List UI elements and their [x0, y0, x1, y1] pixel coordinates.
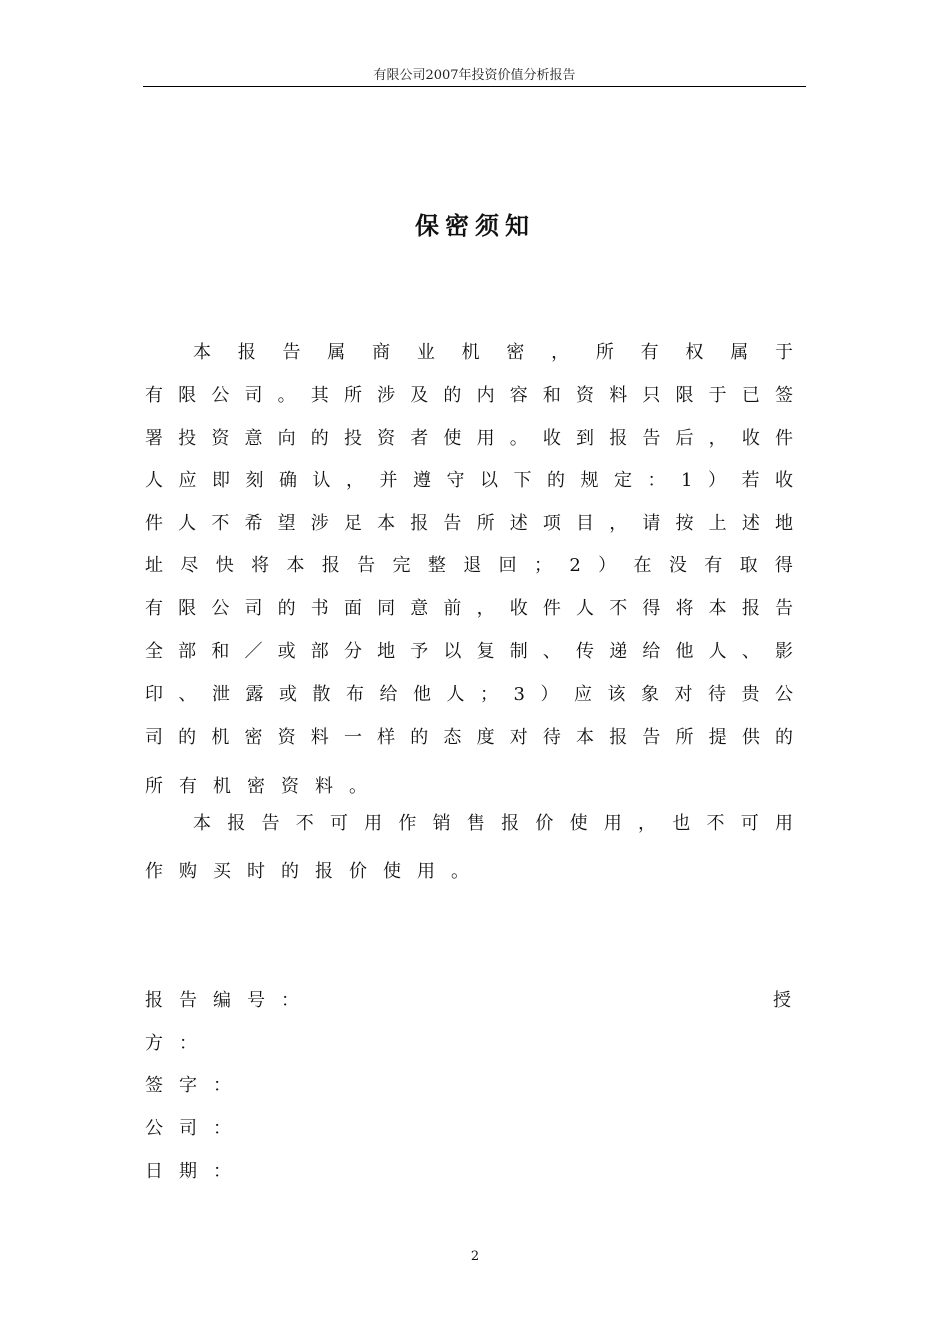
paragraph-line: 人 应 即 刻 确 认 ， 并 遵 守 以 下 的 规 定 ： 1 ） 若 收: [145, 470, 793, 491]
authorizer-label-start: 授: [773, 990, 791, 1011]
page-header: 有限公司2007年投资价值分析报告: [373, 68, 576, 83]
paragraph-line: 有 限 公 司 。 其 所 涉 及 的 内 容 和 资 料 只 限 于 已 签: [145, 385, 793, 406]
report-number-label: 报告编号：: [145, 990, 315, 1011]
paragraph-line: 有 限 公 司 的 书 面 同 意 前 ， 收 件 人 不 得 将 本 报 告: [145, 598, 793, 619]
company-label: 公司：: [145, 1118, 247, 1139]
signature-label: 签字：: [145, 1075, 247, 1096]
paragraph-line: 司 的 机 密 资 料 一 样 的 态 度 对 待 本 报 告 所 提 供 的: [145, 727, 793, 748]
header-rule: [143, 86, 806, 87]
authorizer-label-end: 方：: [145, 1033, 213, 1054]
date-label: 日期：: [145, 1161, 247, 1182]
paragraph-line: 址 尽 快 将 本 报 告 完 整 退 回 ； 2 ） 在 没 有 取 得: [145, 555, 793, 576]
paragraph-line: 署 投 资 意 向 的 投 资 者 使 用 。 收 到 报 告 后 ， 收 件: [145, 428, 793, 449]
paragraph-line: 本 报 告 不 可 用 作 销 售 报 价 使 用 ， 也 不 可 用: [193, 813, 793, 834]
paragraph-line: 本 报 告 属 商 业 机 密 ， 所 有 权 属 于: [193, 342, 793, 363]
page-title: 保密须知: [415, 211, 535, 240]
paragraph-line: 作购买时的报价使用。: [145, 861, 485, 882]
paragraph-line: 件 人 不 希 望 涉 足 本 报 告 所 述 项 目 ， 请 按 上 述 地: [145, 513, 793, 534]
paragraph-line: 印 、 泄 露 或 散 布 给 他 人 ； 3 ） 应 该 象 对 待 贵 公: [145, 684, 793, 705]
page-number: 2: [470, 1249, 480, 1264]
paragraph-line: 所有机密资料。: [145, 776, 383, 797]
paragraph-line: 全 部 和 ／ 或 部 分 地 予 以 复 制 、 传 递 给 他 人 、 影: [145, 641, 793, 662]
